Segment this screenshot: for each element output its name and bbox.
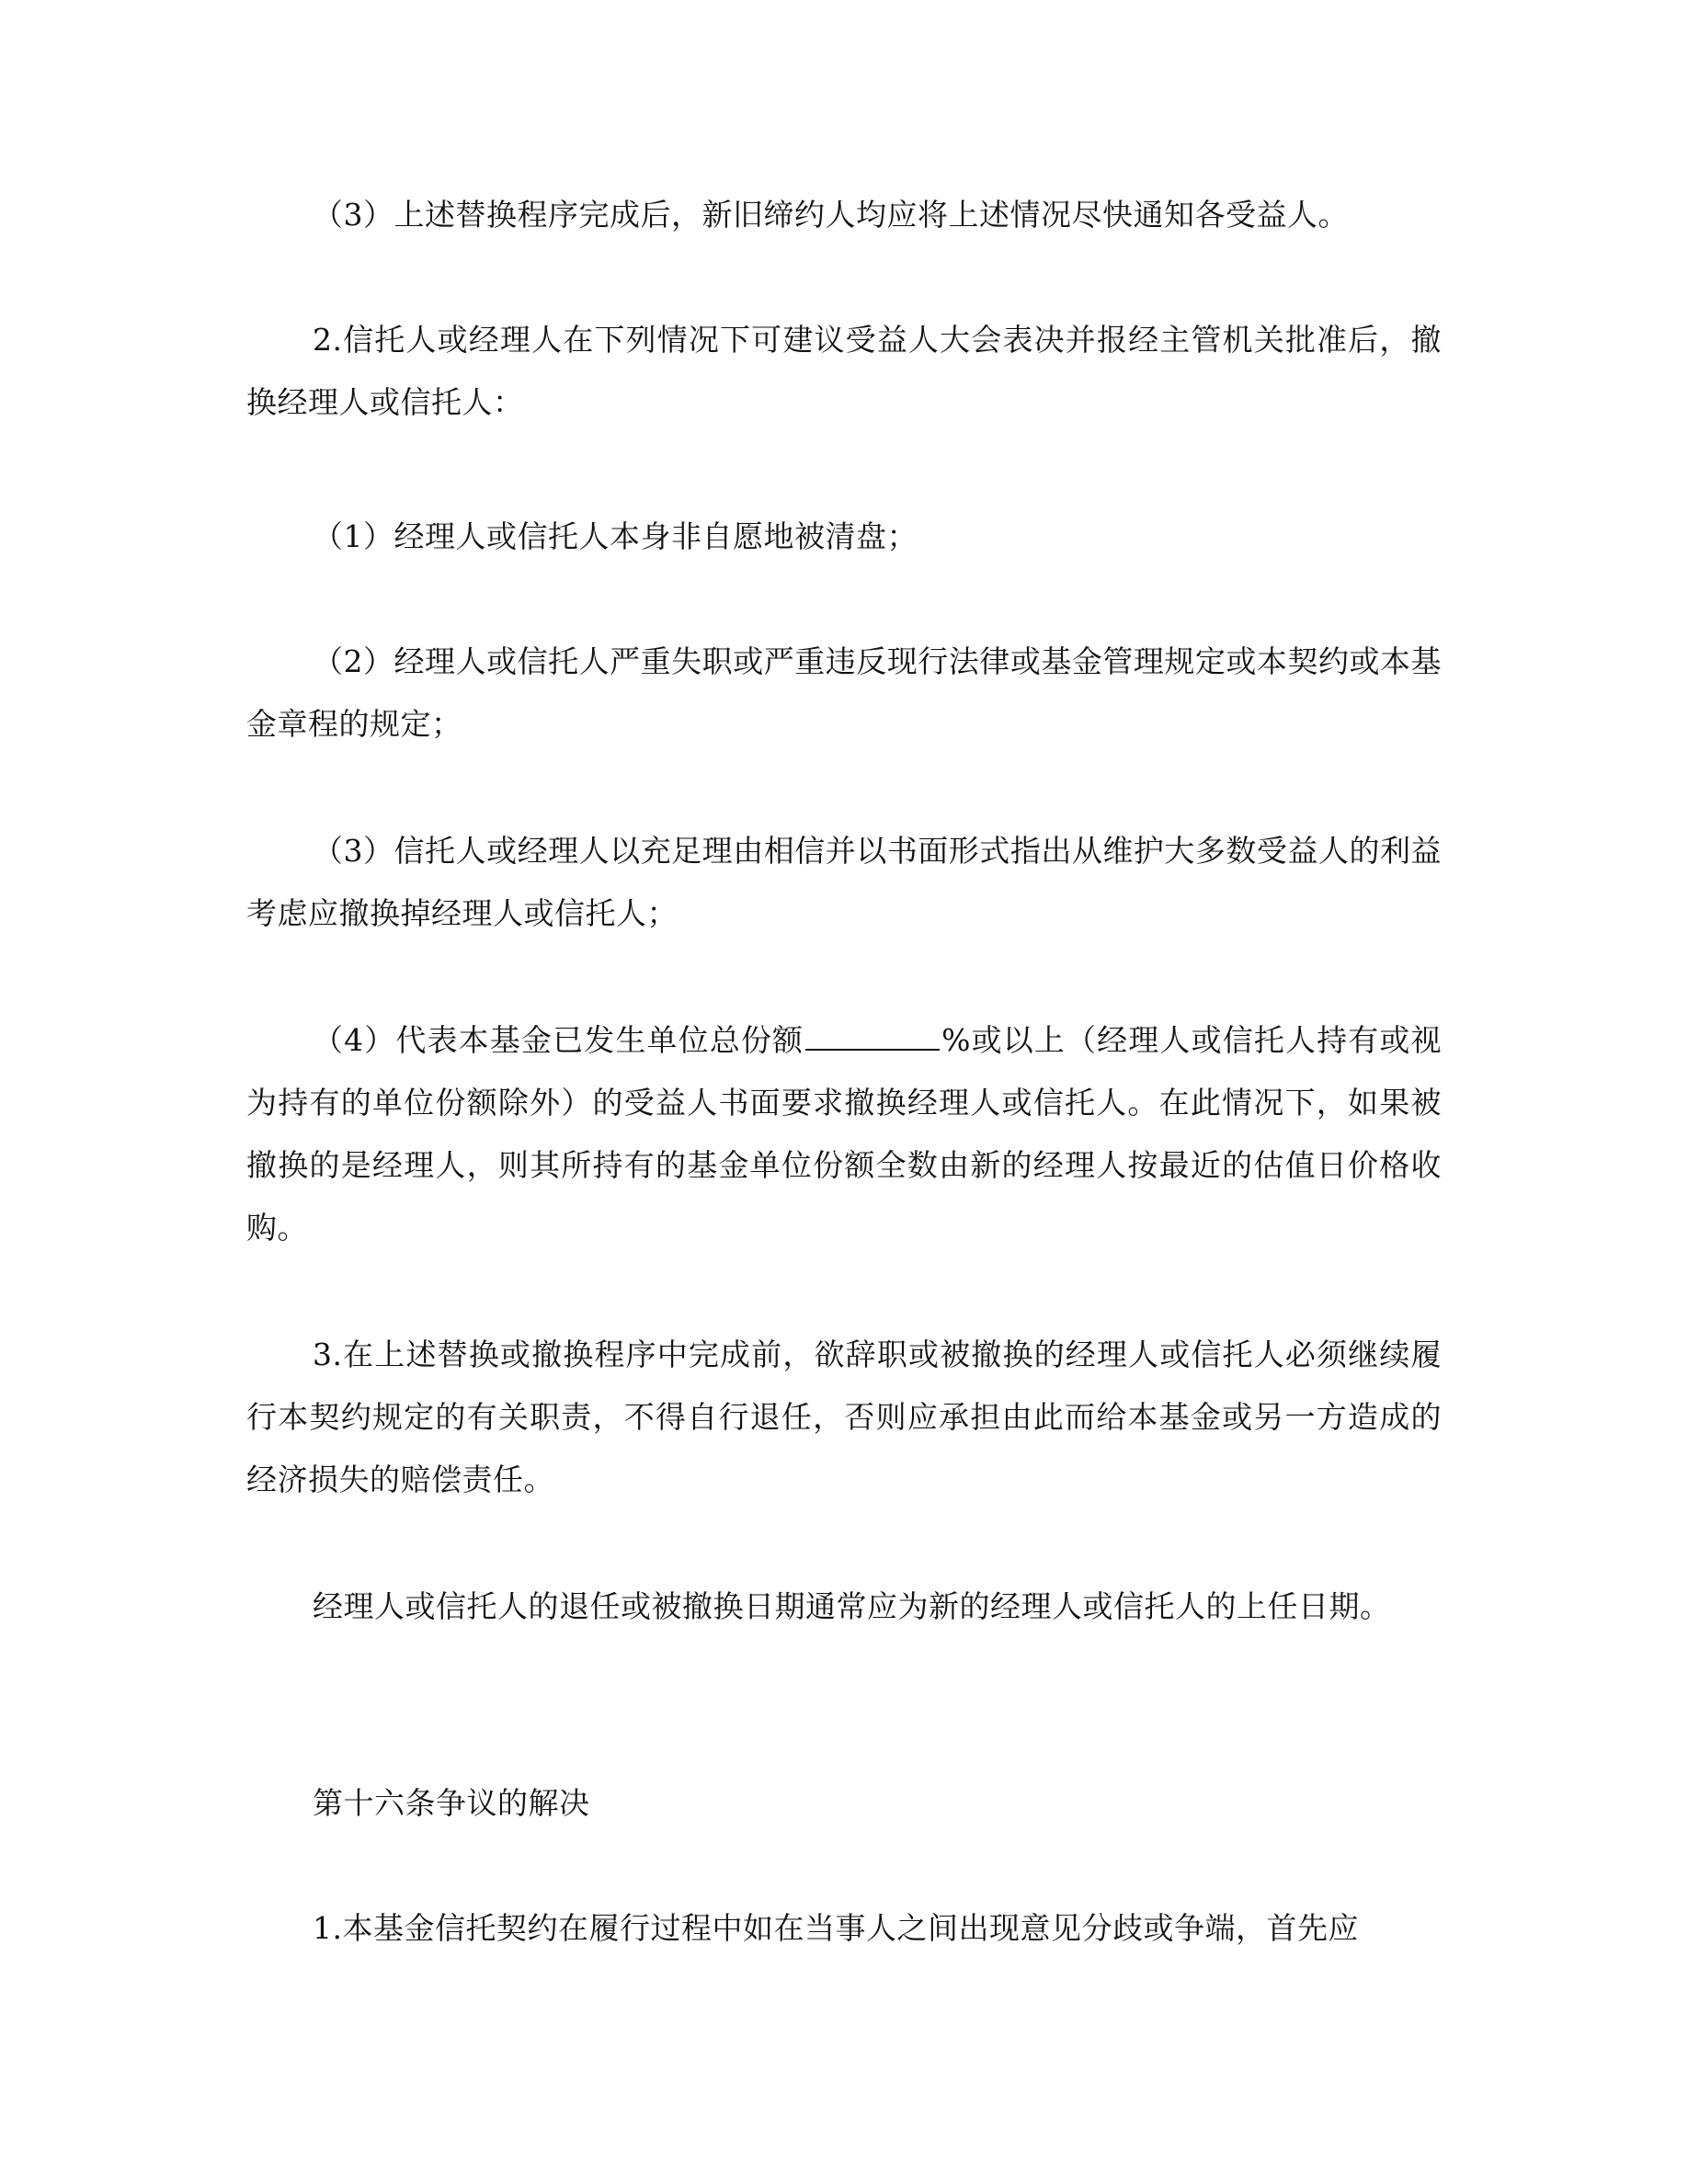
paragraph-replacement-notice: （3）上述替换程序完成后，新旧缔约人均应将上述情况尽快通知各受益人。 — [313, 197, 1349, 233]
item-4-text-after: %或以上（经理人或信托人持有或视为持有的单位份额除外）的受益人书面要求撤换经理人或信托人。在此情况下，如果被撤换的是经理人，则其所持有的基金单位份额全数由新的经理人按最近的估值日价格收购。 — [246, 1022, 1443, 1246]
paragraph-clause-3: 3.在上述替换或撤换程序中完成前，欲辞职或被撤换的经理人或信托人必须继续履行本契约规定的有关职责，不得自行退任，否则应承担由此而给本基金或另一方造成的经济损失的赔偿责任。 — [246, 1337, 1442, 1497]
section-heading-article-16: 第十六条争议的解决 — [313, 1785, 590, 1821]
paragraph-clause-2: 2.信托人或经理人在下列情况下可建议受益人大会表决并报经主管机关批准后，撤换经理人或信托人： — [246, 322, 1442, 420]
percentage-blank — [805, 1021, 940, 1051]
paragraph-item-4 — [246, 1009, 1442, 1259]
paragraph-item-2: （2）经理人或信托人严重失职或严重违反现行法律或基金管理规定或本契约或本基金章程的规定； — [246, 643, 1442, 742]
paragraph-retirement-date: 经理人或信托人的退任或被撤换日期通常应为新的经理人或信托人的上任日期。 — [313, 1588, 1391, 1624]
paragraph-item-1: （1）经理人或信托人本身非自愿地被清盘； — [313, 518, 918, 554]
item-4-text-before: （4）代表本基金已发生单位总份额 — [313, 1022, 804, 1058]
paragraph-dispute-clause-1: 1.本基金信托契约在履行过程中如在当事人之间出现意见分歧或争端，首先应 — [313, 1910, 1359, 1946]
paragraph-item-3: （3）信托人或经理人以充足理由相信并以书面形式指出从维护大多数受益人的利益考虑应撤换掉经理人或信托人； — [246, 833, 1442, 931]
